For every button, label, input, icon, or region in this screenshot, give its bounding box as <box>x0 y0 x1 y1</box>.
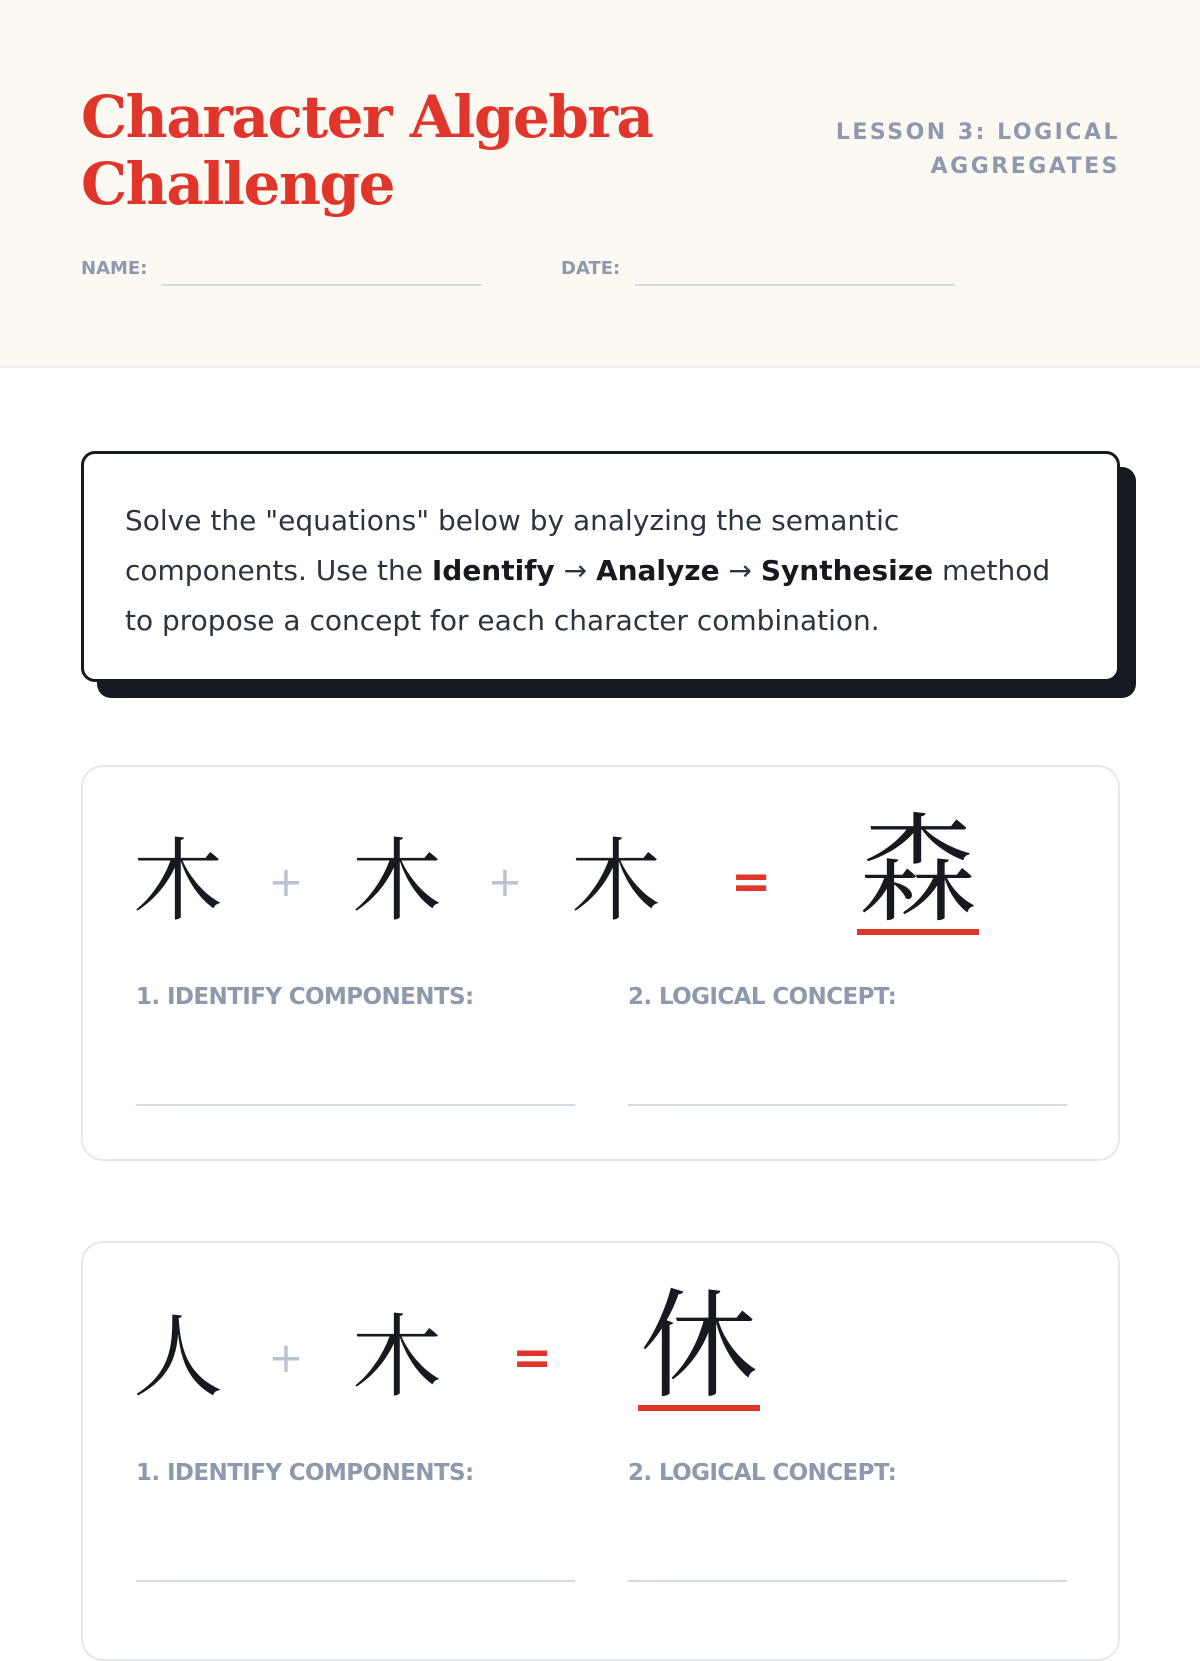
identify-answer-line[interactable] <box>136 1580 575 1582</box>
equals-sign: = <box>512 1330 553 1386</box>
worksheet-header <box>0 0 1200 368</box>
plus-sign: + <box>268 1333 304 1382</box>
result-glyph: 森 <box>858 801 977 939</box>
page-title <box>81 84 721 218</box>
component-glyph: 木 <box>133 829 223 934</box>
logical-concept-label: 2. LOGICAL CONCEPT: <box>628 1460 897 1486</box>
concept-answer-line[interactable] <box>628 1104 1067 1106</box>
arrow-1: → <box>554 554 596 587</box>
step-identify: Identify <box>431 554 555 587</box>
equals-sign: = <box>731 854 772 910</box>
instructions-box <box>81 451 1120 682</box>
arrow-2: → <box>719 554 761 587</box>
problem-card-1 <box>81 765 1120 1161</box>
identify-components-label: 1. IDENTIFY COMPONENTS: <box>136 984 474 1010</box>
name-field[interactable] <box>162 284 482 286</box>
component-glyph: 木 <box>571 829 661 934</box>
plus-sign: + <box>268 857 304 906</box>
result-glyph: 休 <box>639 1277 758 1415</box>
lesson-line-2: AGGREGATES <box>930 154 1120 179</box>
component-glyph: 木 <box>352 829 442 934</box>
logical-concept-label: 2. LOGICAL CONCEPT: <box>628 984 897 1010</box>
date-label: DATE: <box>561 258 621 279</box>
title-line-2: Challenge <box>81 150 395 218</box>
plus-sign: + <box>487 857 523 906</box>
identify-components-label: 1. IDENTIFY COMPONENTS: <box>136 1460 474 1486</box>
instructions-text <box>125 496 1077 646</box>
instructions-lead: Solve the "equations" below by analyzing the semantic components. Use the <box>125 504 900 587</box>
component-glyph: 木 <box>352 1305 442 1410</box>
date-field[interactable] <box>635 284 955 286</box>
instructions-tail: method to propose a concept for each character combination. <box>125 554 1051 637</box>
identify-answer-line[interactable] <box>136 1104 575 1106</box>
problem-card-2 <box>81 1241 1120 1661</box>
concept-answer-line[interactable] <box>628 1580 1067 1582</box>
name-label: NAME: <box>81 258 148 279</box>
step-analyze: Analyze <box>595 554 720 587</box>
title-line-1: Character Algebra <box>81 83 653 151</box>
step-synthesize: Synthesize <box>760 554 934 587</box>
lesson-line-1: LESSON 3: LOGICAL <box>835 120 1120 145</box>
component-glyph: 人 <box>133 1305 223 1410</box>
lesson-label <box>790 116 1120 184</box>
